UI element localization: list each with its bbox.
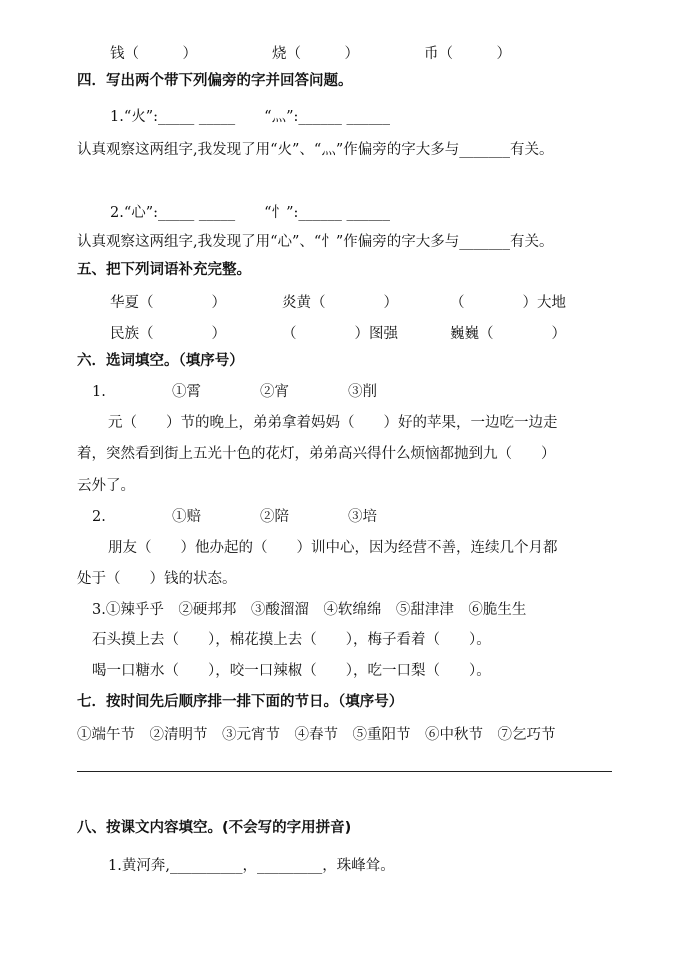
s6-q1-option: ③削 [348, 384, 377, 400]
s5-item-huaxia: 华夏（ ） [110, 295, 226, 311]
s5-item-weiwei: 巍巍（ ） [450, 326, 566, 342]
s7-festival-list: ①端午节 ②清明节 ③元宵节 ④春节 ⑤重阳节 ⑥中秋节 ⑦乞巧节 [77, 727, 556, 743]
s6-q1-line-1: 元（ ）节的晚上，弟弟拿着妈妈（ ）好的苹果，一边吃一边走 [108, 415, 558, 431]
s6-q1-option: ②宵 [260, 384, 289, 400]
s6-q2-number: 2. [92, 509, 106, 525]
s6-q3-line-2: 喝一口糖水（ ），咬一口辣椒（ ），吃一口梨（ ）。 [92, 663, 491, 679]
s6-q3-line-1: 石头摸上去（ ），棉花摸上去（ ），梅子看着（ ）。 [92, 632, 491, 648]
s4-q2: 2.“心”:_____ _____ “忄”:______ ______ [110, 205, 390, 221]
s5-item-yanhuang: 炎黄（ ） [282, 295, 398, 311]
s5-item-dadi: （ ）大地 [450, 295, 566, 311]
section-4-heading: 四．写出两个带下列偏旁的字并回答问题。 [77, 73, 353, 89]
s6-q1-option: ①霄 [172, 384, 201, 400]
section-6-heading: 六．选词填空。（填序号） [77, 353, 244, 369]
s6-q2-option: ③培 [348, 509, 377, 525]
s4-q1: 1.“火”:_____ _____ “灬”:______ ______ [110, 109, 390, 125]
s6-q2-option: ②陪 [260, 509, 289, 525]
top-item-bi: 币（ ） [424, 46, 511, 62]
s6-q2-line-1: 朋友（ ）他办起的（ ）训中心，因为经营不善，连续几个月都 [108, 540, 558, 556]
s6-q1-line-2: 着，突然看到街上五光十色的花灯，弟弟高兴得什么烦恼都抛到九（ ） [77, 446, 556, 462]
s8-q1: 1.黄河奔,__________，_________，珠峰耸。 [108, 858, 395, 874]
s5-item-minzu: 民族（ ） [110, 326, 226, 342]
s6-q2-option: ①赔 [172, 509, 201, 525]
s6-q1-line-3: 云外了。 [77, 478, 135, 494]
s4-q1-observation: 认真观察这两组字,我发现了用“火”、“灬”作偏旁的字大多与_______有关。 [77, 142, 554, 158]
answer-rule [77, 771, 612, 772]
s6-q1-number: 1. [92, 384, 106, 400]
top-item-qian: 钱（ ） [110, 46, 197, 62]
s4-q2-observation: 认真观察这两组字,我发现了用“心”、“忄”作偏旁的字大多与_______有关。 [77, 234, 554, 250]
section-7-heading: 七．按时间先后顺序排一排下面的节日。（填序号） [77, 694, 404, 710]
s5-item-tuqiang: （ ）图强 [282, 326, 398, 342]
section-5-heading: 五、把下列词语补充完整。 [77, 262, 251, 278]
s6-q3-options: 3.①辣乎乎 ②硬邦邦 ③酸溜溜 ④软绵绵 ⑤甜津津 ⑥脆生生 [92, 602, 527, 618]
section-8-heading: 八、按课文内容填空。(不会写的字用拼音) [77, 820, 352, 836]
top-item-shao: 烧（ ） [272, 46, 359, 62]
s6-q2-line-2: 处于（ ）钱的状态。 [77, 571, 237, 587]
